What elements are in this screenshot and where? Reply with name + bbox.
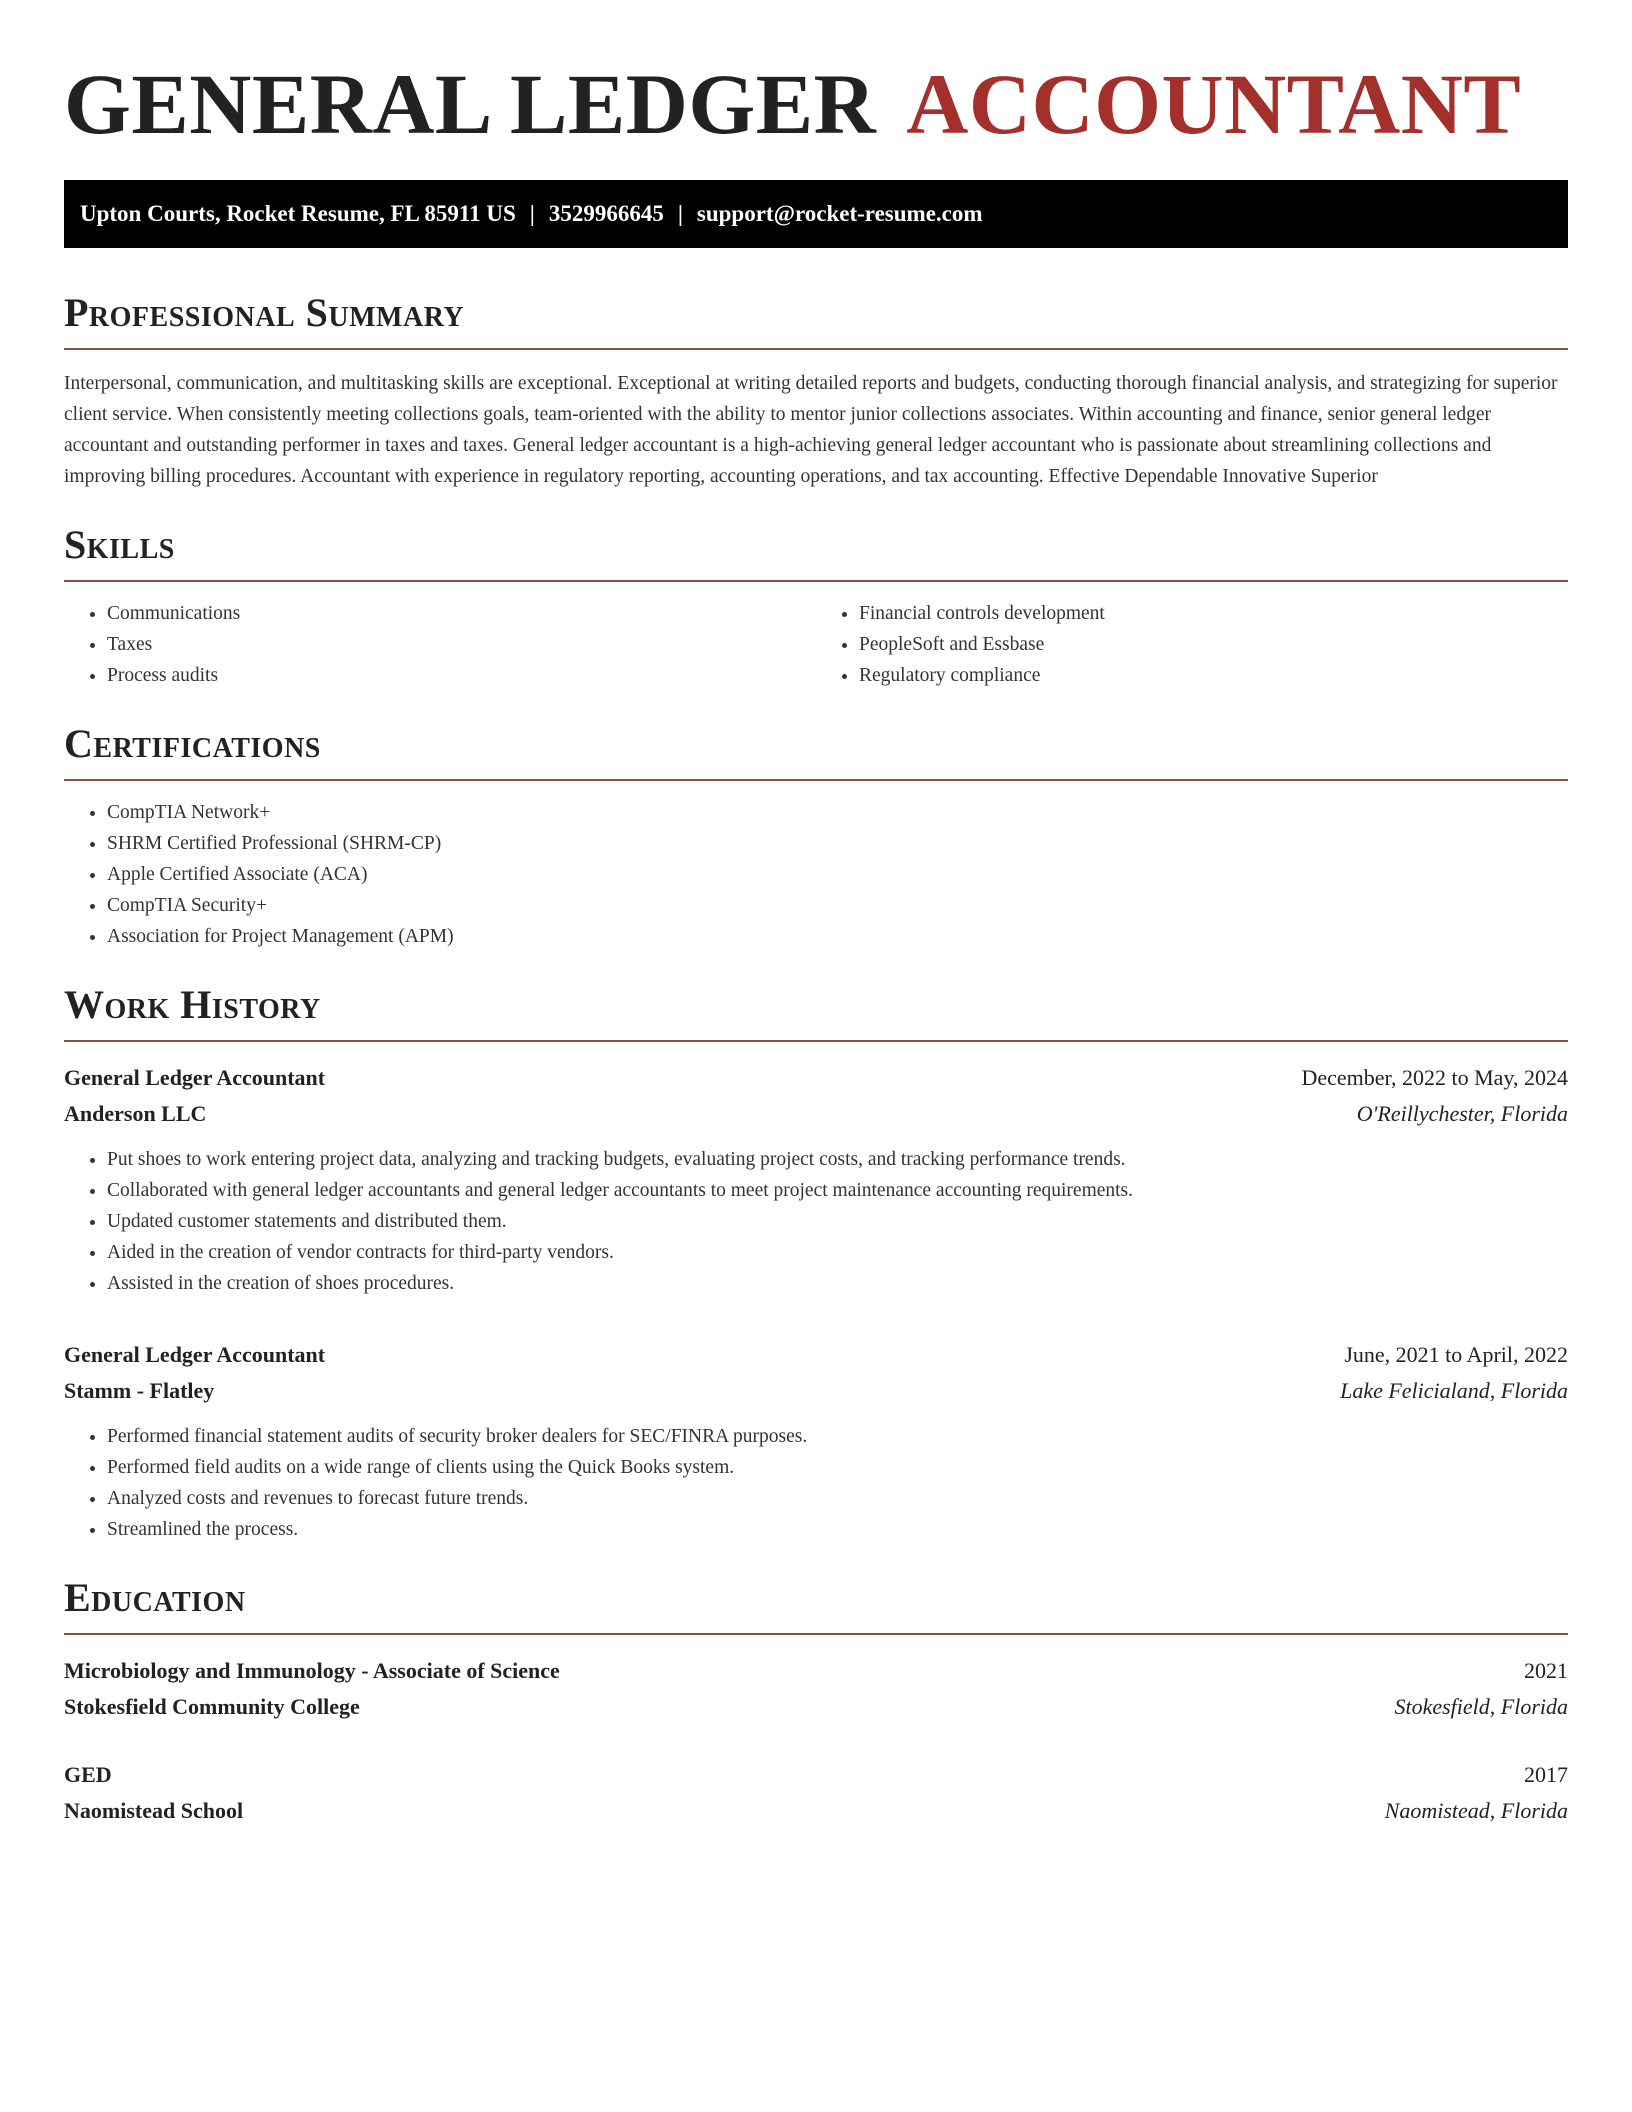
contact-bar	[64, 180, 1568, 248]
list-item: • PeopleSoft and Essbase	[859, 629, 1568, 660]
education-degree-row	[64, 1757, 1568, 1793]
education-school-row	[64, 1689, 1568, 1725]
list-item: • Streamlined the process.	[107, 1514, 1568, 1545]
contact-email: support@rocket-resume.com	[696, 201, 983, 226]
list-item: • Put shoes to work entering project data, analyzing and tracking budgets, evaluating project costs, and tracking performance trends.	[107, 1144, 1568, 1175]
work-history-section	[64, 982, 1568, 1545]
list-item: • Performed financial statement audits of security broker dealers for SEC/FINRA purposes.	[107, 1421, 1568, 1452]
resume-name	[64, 56, 1568, 152]
certifications-section	[64, 721, 1568, 952]
section-title: Work History	[64, 982, 321, 1027]
list-item: • Updated customer statements and distributed them.	[107, 1206, 1568, 1237]
skills-list-right	[816, 598, 1568, 691]
list-item: • CompTIA Security+	[107, 890, 1568, 921]
job-bullets	[64, 1421, 1568, 1545]
job-entry	[64, 1060, 1568, 1299]
name-last: ACCOUNTANT	[906, 56, 1522, 152]
section-title: Skills	[64, 522, 175, 567]
section-divider	[64, 1040, 1568, 1042]
job-title: General Ledger Accountant	[64, 1065, 326, 1090]
certifications-list	[64, 797, 1568, 952]
education-section	[64, 1575, 1568, 1829]
job-entry	[64, 1337, 1568, 1545]
job-dates: December, 2022 to May, 2024	[1301, 1065, 1568, 1090]
education-year: 2017	[1524, 1762, 1568, 1787]
education-degree: GED	[64, 1762, 112, 1787]
list-item: • Communications	[107, 598, 816, 629]
list-item: • SHRM Certified Professional (SHRM-CP)	[107, 828, 1568, 859]
summary-text: Interpersonal, communication, and multitasking skills are exceptional. Exceptional at writing detailed reports and budgets, conducting thorough financial analysis, and strategizing for superior client service. When consistently meeting collections goals, team-oriented with the ability to mentor junior collections associates. Within accounting and finance, senior general ledger accountant and outstanding performer in taxes and taxes. General ledger accountant is a high-achieving general ledger accountant who is passionate about streamlining collections and improving billing procedures. Accountant with experience in regulatory reporting, accounting operations, and tax accounting. Effective Dependable Innovative Superior	[64, 373, 1558, 487]
list-item: • Analyzed costs and revenues to forecast future trends.	[107, 1483, 1568, 1514]
section-divider	[64, 348, 1568, 350]
list-item: • Association for Project Management (APM)	[107, 921, 1568, 952]
education-entry	[64, 1653, 1568, 1725]
list-item: • Collaborated with general ledger accountants and general ledger accountants to meet project maintenance accounting requirements.	[107, 1175, 1568, 1206]
job-bullets	[64, 1144, 1568, 1299]
list-item: • Regulatory compliance	[859, 660, 1568, 691]
contact-address: Upton Courts, Rocket Resume, FL 85911 US	[80, 201, 516, 226]
skills-list-left	[64, 598, 816, 691]
section-divider	[64, 580, 1568, 582]
education-degree: Microbiology and Immunology - Associate of Science	[64, 1658, 560, 1683]
job-company-row	[64, 1373, 1568, 1409]
list-item: • Aided in the creation of vendor contracts for third-party vendors.	[107, 1237, 1568, 1268]
section-divider	[64, 779, 1568, 781]
contact-phone: 3529966645	[548, 201, 664, 226]
contact-separator: |	[529, 201, 535, 226]
section-title: Certifications	[64, 721, 321, 766]
job-dates: June, 2021 to April, 2022	[1344, 1342, 1568, 1367]
job-location: O'Reillychester, Florida	[1356, 1101, 1568, 1126]
contact-separator: |	[677, 201, 683, 226]
list-item: • Taxes	[107, 629, 816, 660]
education-school-row	[64, 1793, 1568, 1829]
list-item: • Performed field audits on a wide range of clients using the Quick Books system.	[107, 1452, 1568, 1483]
section-divider	[64, 1633, 1568, 1635]
job-header-row	[64, 1060, 1568, 1096]
summary-section	[64, 290, 1568, 492]
job-header-row	[64, 1337, 1568, 1373]
skills-section	[64, 522, 1568, 691]
education-degree-row	[64, 1653, 1568, 1689]
education-school: Naomistead School	[64, 1798, 244, 1823]
list-item: • Apple Certified Associate (ACA)	[107, 859, 1568, 890]
job-company: Stamm - Flatley	[64, 1378, 215, 1403]
education-location: Naomistead, Florida	[1384, 1798, 1568, 1823]
list-item: • CompTIA Network+	[107, 797, 1568, 828]
job-title: General Ledger Accountant	[64, 1342, 326, 1367]
job-location: Lake Felicialand, Florida	[1340, 1378, 1568, 1403]
job-company: Anderson LLC	[64, 1101, 207, 1126]
education-school: Stokesfield Community College	[64, 1694, 360, 1719]
name-first: GENERAL LEDGER	[64, 56, 877, 152]
section-title: Professional Summary	[64, 290, 465, 335]
list-item: • Financial controls development	[859, 598, 1568, 629]
job-company-row	[64, 1096, 1568, 1132]
section-title: Education	[64, 1575, 246, 1620]
list-item: • Assisted in the creation of shoes procedures.	[107, 1268, 1568, 1299]
education-year: 2021	[1524, 1658, 1568, 1683]
skills-grid	[64, 598, 1568, 691]
list-item: • Process audits	[107, 660, 816, 691]
education-entry	[64, 1757, 1568, 1829]
education-location: Stokesfield, Florida	[1394, 1694, 1568, 1719]
